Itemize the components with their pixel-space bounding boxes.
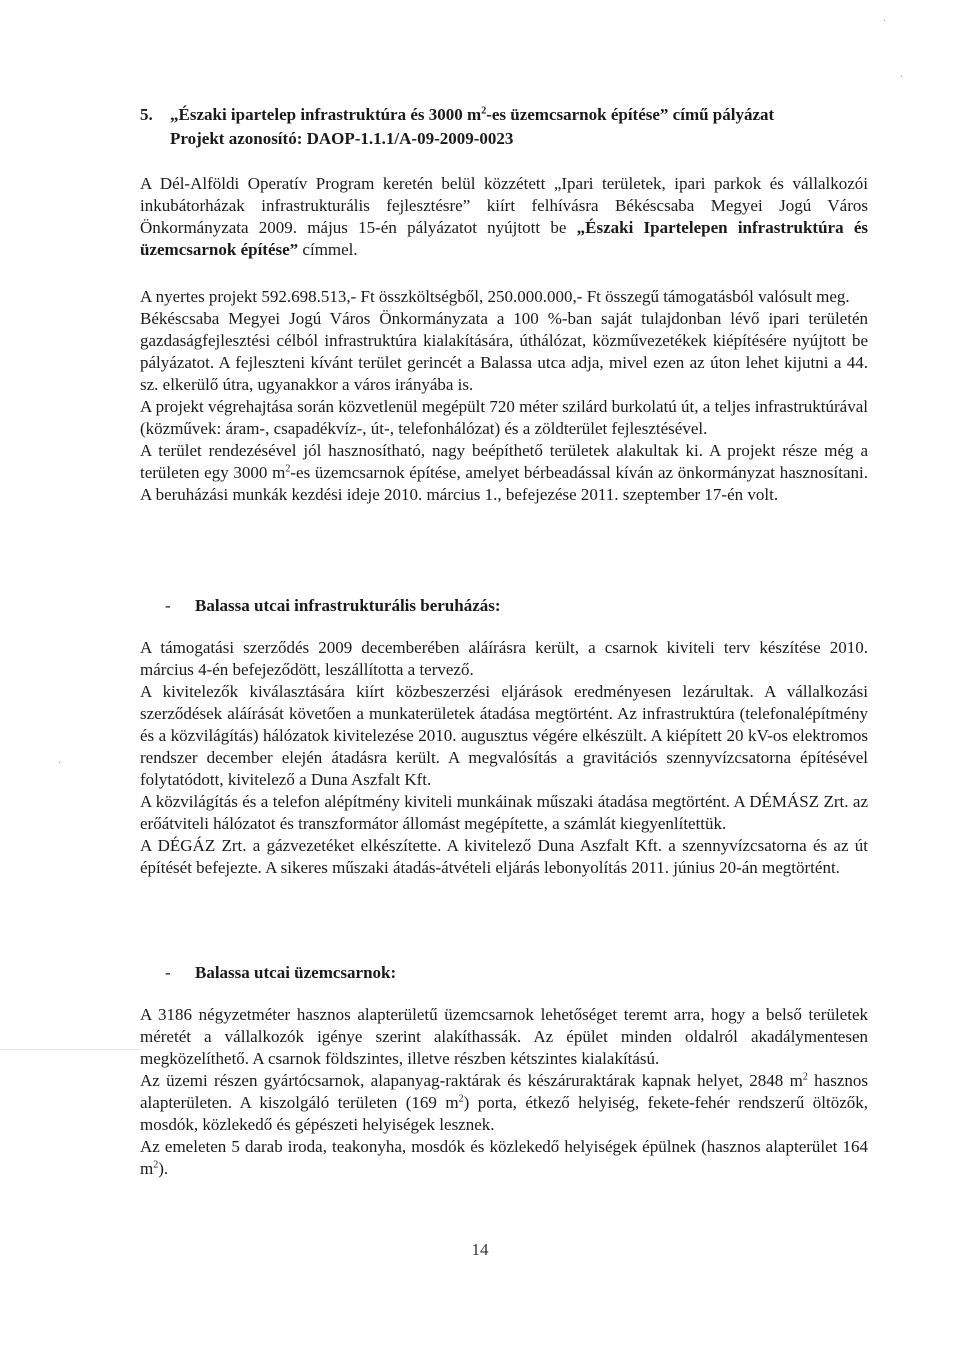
infrastructure-block: [140, 637, 868, 879]
project-name: „Északi Ipartelepen infrastruktúra és üzemcsarnok építése”: [140, 218, 868, 259]
scan-speck: ·: [883, 16, 887, 27]
procurement-paragraph: A kivitelezők kiválasztására kiírt közbeszerzési eljárások eredményesen lezárultak. A vállalkozási szerződések aláírását követően a munkaterületek átadása megtörtént. Az infrastruktúra (telefonalépítmény és a közvilágítás) hálózatok kivitelezése 2010. augusztus végére elkészült. A kiépített 20 kV-os elektromos rendszer december elején átadásra került. A megvalósítás a gravitációs szennyvízcsatorna építésével folytatódott, kivitelező a Duna Aszfalt Kft.: [140, 682, 868, 789]
section-title: „Északi ipartelep infrastruktúra és 3000 $m^2-es$ üzemcsarnok építése” című pályázat: [170, 105, 775, 124]
project-schedule-paragraph: A terület rendezésével jól hasznosítható, nagy beépíthető területek alakultak ki. A projekt része még a területen egy 3000 $m^2-es$ üzemcsarnok építése, amelyet bérbeadással kíván az önkormányzat hasznosítani. A beruházási munkák kezdési ideje 2010. március 1., befejezése 2011. szeptember 17-én volt.: [140, 441, 868, 504]
handover-paragraph: A közvilágítás és a telefon alépítmény kiviteli munkáinak műszaki átadása megtörtént. A DÉMÁSZ Zrt. az erőátviteli hálózatot és transzformátor állomást megépítette, a számlát kiegyenlítettük.: [140, 792, 868, 833]
contract-paragraph: A támogatási szerződés 2009 decemberében aláírásra került, a csarnok kiviteli terv készítése 2010. március 4-én befejeződött, leszállította a tervező.: [140, 638, 868, 679]
hall-block: [140, 1004, 868, 1180]
scan-speck: ·: [58, 758, 62, 769]
project-description-paragraph: Békéscsaba Megyei Jogú Város Önkormányzata a 100 %-ban saját tulajdonban lévő ipari területén gazdaságfejlesztési célból infrastruktúra kialakítására, úthálózat, közművezetékek kiépítésére nyújtott be pályázatot. A fejleszteni kívánt terület gerincét a Balassa utca adja, mivel ezen az úton lehet kijutni a 44. sz. elkerülő útra, ugyanakkor a város irányába is.: [140, 309, 868, 394]
page-number: 14: [471, 1240, 489, 1259]
section-number: 5.: [140, 105, 153, 124]
hall-intro-paragraph: A 3186 négyzetméter hasznos alapterületű üzemcsarnok lehetőséget teremt arra, hogy a belső területek méretét a vállalkozók igénye szerint alakíthassák. Az épület minden oldalról akadálymentesen megközelíthető. A csarnok földszintes, illetve részben kétszintes kialakítású.: [140, 1005, 868, 1068]
project-block: [140, 286, 868, 506]
subsection-heading-hall: - Balassa utcai üzemcsarnok:: [165, 963, 397, 982]
project-cost-paragraph: A nyertes projekt 592.698.513,- Ft összköltségből, 250.000.000,- Ft összegű támogatásból valósult meg.: [140, 287, 850, 306]
intro-paragraph: A Dél-Alföldi Operatív Program keretén belül közzétett „Ipari területek, ipari parkok és vállalkozói inkubátorházak infrastrukturális fejlesztésre” kiírt felhívásra Békéscsaba Megyei Jogú Város Önkormányzata 2009. május 15-én pályázatot nyújtott be „Északi Ipartelepen infrastruktúra és üzemcsarnok építése” címmel.: [140, 174, 868, 259]
scan-speck: ·: [900, 72, 904, 83]
project-execution-paragraph: A projekt végrehajtása során közvetlenül megépült 720 méter szilárd burkolatú út, a teljes infrastruktúrával (közművek: áram-, csapadékvíz-, út-, telefonhálózat) és a zöldterület fejlesztésével.: [140, 397, 868, 438]
project-id: Projekt azonosító: DAOP-1.1.1/A-09-2009-0023: [170, 129, 514, 148]
scan-artifact-line: [0, 1049, 140, 1050]
hall-ground-floor-paragraph: Az üzemi részen gyártócsarnok, alapanyag-raktárak és készáruraktárak kapnak helyet, 2848 $m^2$ hasznos alapterületen. A kiszolgáló területen (169 $m^2$) porta, étkező helyiség, fekete-fehér rendszerű öltözők, mosdók, közlekedő és gépészeti helyiségek lesznek.: [140, 1071, 868, 1134]
completion-paragraph: A DÉGÁZ Zrt. a gázvezetéket elkészítette. A kivitelező Duna Aszfalt Kft. a szennyvízcsatorna és az út építését befejezte. A sikeres műszaki átadás-átvételi eljárás lebonyolítás 2011. június 20-án megtörtént.: [140, 836, 868, 877]
hall-upper-floor-paragraph: Az emeleten 5 darab iroda, teakonyha, mosdók és közlekedő helyiségek épülnek (hasznos alapterület 164 $m^2$).: [140, 1137, 868, 1178]
subsection-heading-infrastructure: - Balassa utcai infrastrukturális beruházás:: [165, 596, 501, 615]
section-heading: [140, 103, 880, 151]
